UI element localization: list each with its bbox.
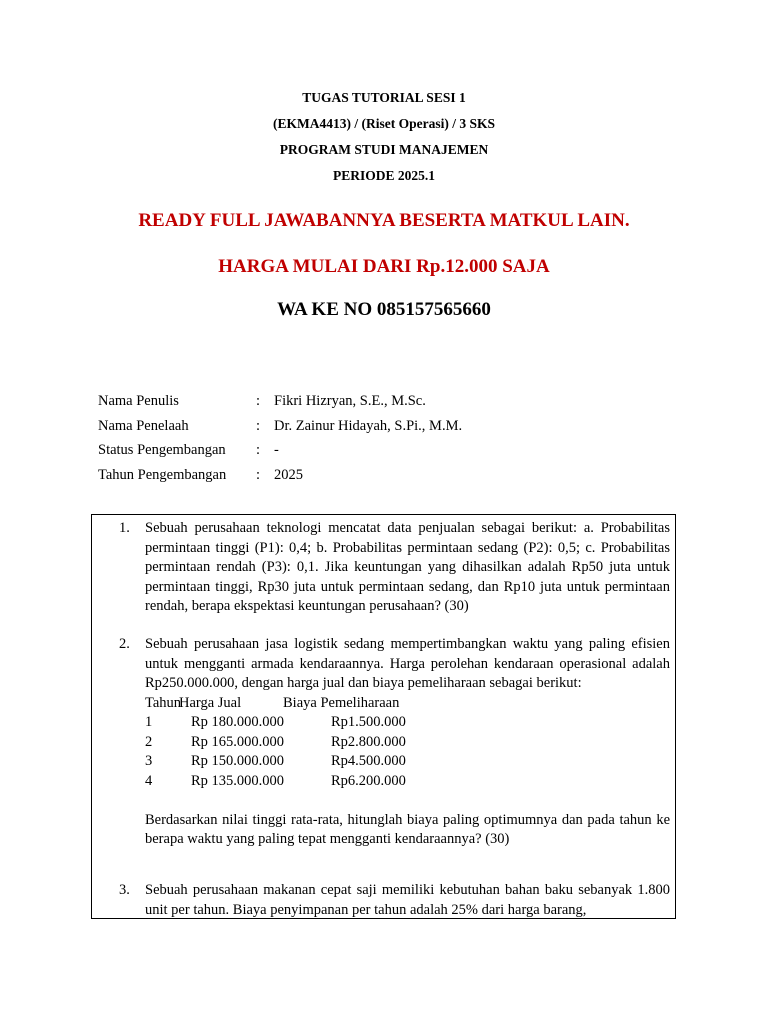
table-cell: Rp 165.000.000 [191, 733, 285, 750]
meta-colon: : [256, 466, 261, 483]
header-period: PERIODE 2025.1 [332, 168, 435, 183]
table-row [145, 713, 670, 733]
questions-box [91, 514, 676, 919]
header-title: TUGAS TUTORIAL SESI 1 [302, 90, 466, 105]
meta-label: Nama Penulis [98, 393, 179, 409]
promo-line-1: READY FULL JAWABANNYA BESERTA MATKUL LAIN. [138, 210, 630, 231]
promo-contact: WA KE NO 085157565660 [277, 299, 491, 320]
meta-value: Dr. Zainur Hidayah, S.Pi., M.M. [274, 417, 463, 434]
table-row [145, 752, 670, 772]
table-cell: 4 [145, 772, 153, 789]
table-cell: Rp 150.000.000 [191, 753, 285, 769]
meta-label: Tahun Pengembangan [98, 466, 227, 483]
meta-label: Nama Penelaah [98, 417, 189, 434]
meta-row-author [98, 389, 462, 414]
meta-value: Fikri Hizryan, S.E., M.Sc. [274, 393, 426, 409]
table-header-row [145, 694, 670, 714]
meta-row-year [98, 463, 462, 488]
document-header [0, 85, 768, 189]
question-number: 1. [119, 520, 130, 536]
table-cell: 2 [145, 733, 153, 750]
meta-row-reviewer [98, 414, 462, 439]
table-cell: Rp2.800.000 [331, 733, 406, 750]
question-number: 3. [119, 882, 130, 898]
table-cell: Rp 135.000.000 [191, 772, 285, 789]
table-cell: Rp4.500.000 [331, 753, 406, 769]
question-text [145, 881, 670, 919]
meta-value: 2025 [274, 466, 303, 483]
meta-value: - [274, 442, 279, 458]
header-course: (EKMA4413) / (Riset Operasi) / 3 SKS [273, 116, 495, 131]
question-1-text: Sebuah perusahaan teknologi mencatat data penjualan sebagai berikut: a. Probabilitas permintaan tinggi (P1): 0,4; b. Probabilitas permintaan sedang (P2): 0,5; c. Probabilitas permintaan rendah (P3): 0,1. Jika keuntungan yang dihasilkan adalah Rp50 juta untuk permintaan tinggi, Rp30 juta untuk permintaan sedang, dan Rp10 juta untuk permintaan rendah, berapa ekspektasi keuntungan perusahaan? (30) [145, 520, 670, 614]
table-header-year: Tahun [145, 694, 182, 711]
question-text [145, 635, 670, 850]
question-3-text: Sebuah perusahaan makanan cepat saji memiliki kebutuhan bahan baku sebanyak 1.800 unit per tahun. Biaya penyimpanan per tahun adalah 25% dari harga barang, [145, 882, 670, 918]
author-info [98, 389, 462, 487]
table-cell: Rp6.200.000 [331, 772, 406, 789]
table-cell: Rp1.500.000 [331, 714, 406, 730]
question-text [145, 519, 670, 617]
maintenance-table [145, 694, 670, 792]
table-row [145, 733, 670, 753]
question-2-text: Sebuah perusahaan jasa logistik sedang mempertimbangkan waktu yang paling efisien untuk mengganti armada kendaraannya. Harga perolehan kendaraan operasional adalah Rp250.000.000, dengan harga jual dan biaya pemeliharaan sebagai berikut: [145, 636, 670, 691]
meta-colon: : [256, 442, 261, 458]
meta-row-status [98, 438, 462, 463]
meta-colon: : [256, 393, 261, 409]
header-program: PROGRAM STUDI MANAJEMEN [279, 142, 489, 157]
question-2-text-continued: Berdasarkan nilai tinggi rata-rata, hitunglah biaya paling optimumnya dan pada tahun ke berapa waktu yang paling tepat mengganti kendaraannya? (30) [145, 811, 670, 847]
table-cell: 3 [145, 753, 153, 769]
meta-colon: : [256, 417, 261, 434]
promo-line-2: HARGA MULAI DARI Rp.12.000 SAJA [218, 256, 550, 277]
table-cell: Rp 180.000.000 [191, 714, 285, 730]
meta-label: Status Pengembangan [98, 442, 226, 458]
table-row [145, 772, 670, 792]
table-cell: 1 [145, 714, 153, 730]
table-header-price: Harga Jual [179, 694, 242, 711]
question-number: 2. [119, 636, 130, 652]
table-header-cost: Biaya Pemeliharaan [283, 694, 400, 711]
